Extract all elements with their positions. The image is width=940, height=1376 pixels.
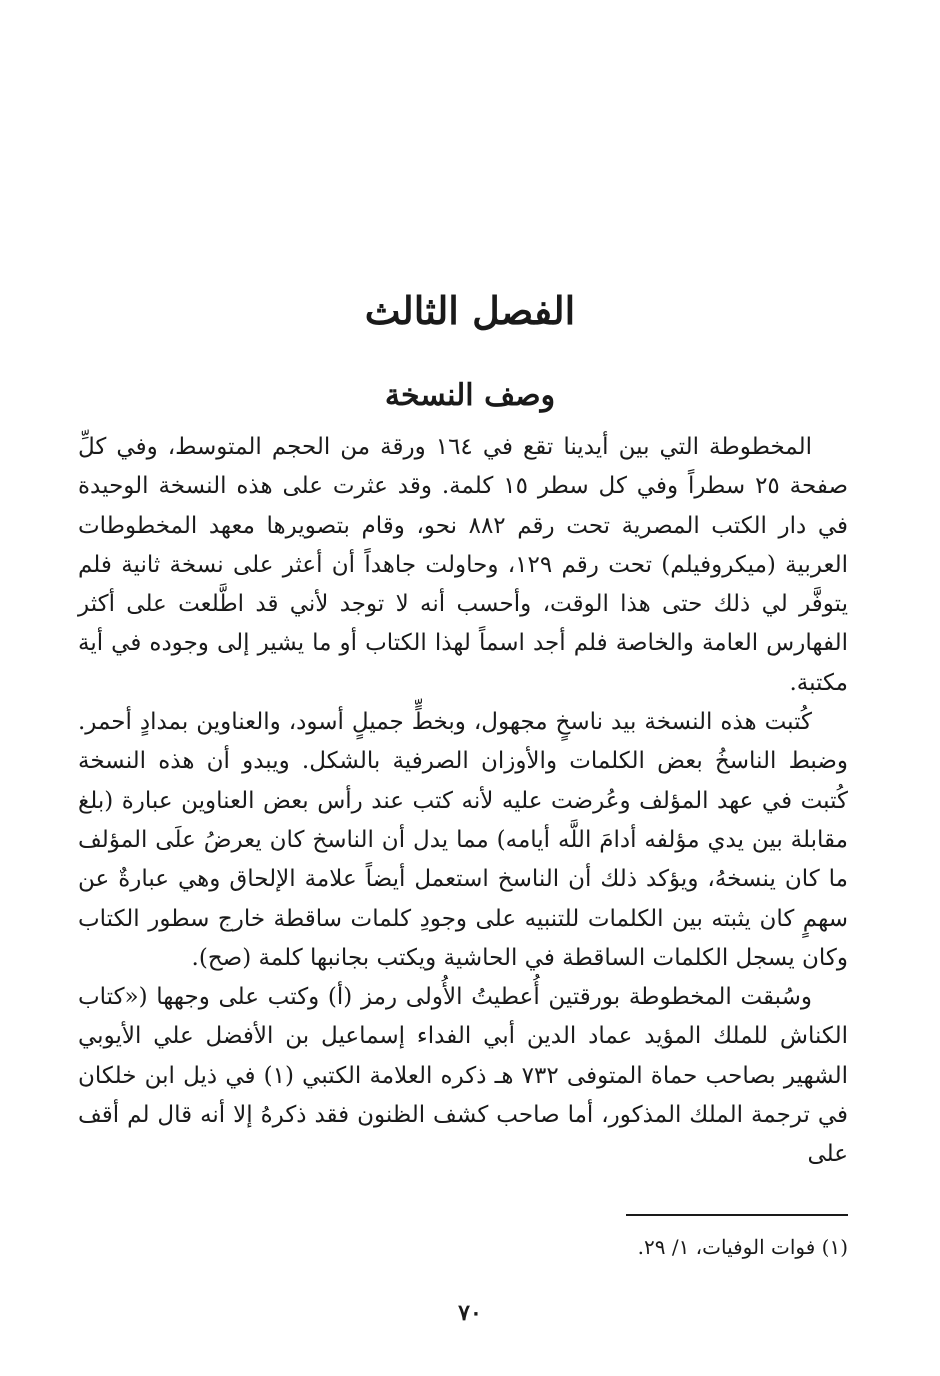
section-title: وصف النسخة [384,378,556,413]
footnote-divider [626,1214,848,1216]
paragraph-manuscript-size: المخطوطة التي بين أيدينا تقع في ١٦٤ ورقة من الحجم المتوسط، وفي كلِّ صفحة ٢٥ سطراً وفي كل سطر ١٥ كلمة. وقد عثرت على هذه النسخة الوحيدة في دار الكتب المصرية تحت رقم ٨٨٢ نحو، وقام بتصويرها معهد المخطوطات العربية (ميكروفيلم) تحت رقم ١٢٩، وحاولت جاهداً أن أعثر على نسخة ثانية فلم يتوفَّر لي ذلك حتى هذا الوقت، وأحسب أنه لا توجد لأني قد اطَّلعت على أكثر الفهارس العامة والخاصة فلم أجد اسماً لهذا الكتاب أو ما يشير إلى وجوده في أية مكتبة. [78,434,849,696]
chapter-title: الفصل الثالث [364,288,576,333]
paragraph-scribe-description: كُتبت هذه النسخة بيد ناسخٍ مجهول، وبخطٍّ جميلٍ أسود، والعناوين بمدادٍ أحمر. وضبط الناسخُ بعض الكلمات والأوزان الصرفية بالشكل. ويبدو أن هذه النسخة كُتبت في عهد المؤلف وعُرضت عليه لأنه كتب عند رأس بعض العناوين عبارة (بلغ مقابلة بين يدي مؤلفه أدامَ اللَّه أيامه) مما يدل أن الناسخ كان يعرضُ علَى المؤلف ما كان ينسخهُ، ويؤكد ذلك أن الناسخ استعمل أيضاً علامة الإلحاق وهي عبارةٌ عن سهمٍ كان يثبته بين الكلمات للتنبيه على وجودِ كلمات ساقطة خارج سطور الكتاب وكان يسجل الكلمات الساقطة في الحاشية ويكتب بجانبها كلمة (صح). [78,709,848,971]
footnote: (١) فوات الوفيات، ١/ ٢٩. [637,1235,848,1259]
body-text [78,428,848,1175]
paragraph-preliminary-leaves: وسُبقت المخطوطة بورقتين أُعطيتُ الأُولى رمز (أ) وكتب على وجهها («كتاب الكناش للملك المؤيد عماد الدين أبي الفداء إسماعيل بن الأفضل علي الأيوبي الشهير بصاحب حماة المتوفى ٧٣٢ هـ ذكره العلامة الكتبي (١) في ذيل ابن خلكان في ترجمة الملك المذكور، أما صاحب كشف الظنون فقد ذكرهُ إلا أنه قال لم أقف على [78,984,848,1168]
page-number: ٧٠ [458,1300,482,1326]
